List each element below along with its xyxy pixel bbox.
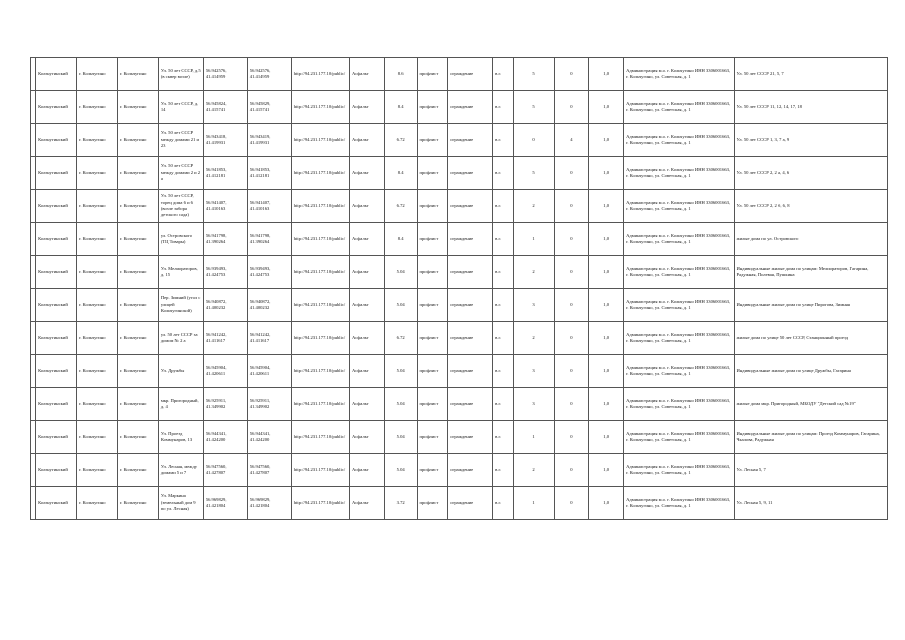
address-cell: Ул. 50 лет СССР между домами 21 и 23 <box>158 124 203 157</box>
containers-count-cell: 0 <box>513 124 554 157</box>
surface-cell: Асфальт <box>350 124 385 157</box>
containers-count-cell: 1 <box>513 487 554 520</box>
operator-cell: Администрация м.о. г. Кольчугино ИНН 3306001663, г. Кольчугино, ул. Советская, д. 1 <box>624 355 734 388</box>
table-row <box>31 58 888 91</box>
address-cell: мкр. Пригородный, д. 4 <box>158 388 203 421</box>
surface-cell: Асфальт <box>350 256 385 289</box>
latitude-cell: 56.939493, 41.424753 <box>203 256 247 289</box>
surface-cell: Асфальт <box>350 91 385 124</box>
served-objects-cell: Ул. Лесная 5, 9, 11 <box>734 487 888 520</box>
area-cell: 8.4 <box>384 91 417 124</box>
area-cell: 8.4 <box>384 223 417 256</box>
bunkers-count-cell: 0 <box>554 355 589 388</box>
district-cell: Кольчугинский <box>36 289 77 322</box>
locality-cell: г. Кольчугино <box>117 322 158 355</box>
surface-cell: Асфальт <box>350 223 385 256</box>
latitude-cell: 56.941407, 41.410163 <box>203 190 247 223</box>
containers-count-cell: 1 <box>513 223 554 256</box>
operator-cell: Администрация м.о. г. Кольчугино ИНН 3306001663, г. Кольчугино, ул. Советская, д. 1 <box>624 487 734 520</box>
latitude-cell: 56.925911, 41.349902 <box>203 388 247 421</box>
table-row <box>31 157 888 190</box>
volume-cell: 1,0 <box>589 487 624 520</box>
operator-cell: Администрация м.о. г. Кольчугино ИНН 3306001663, г. Кольчугино, ул. Советская, д. 1 <box>624 91 734 124</box>
fence-type-cell: ограждение <box>448 322 493 355</box>
district-cell: Кольчугинский <box>36 454 77 487</box>
fence-type-cell: ограждение <box>448 388 493 421</box>
area-cell: 8.4 <box>384 157 417 190</box>
volume-cell: 1,0 <box>589 388 624 421</box>
surface-cell: Асфальт <box>350 157 385 190</box>
table-row <box>31 322 888 355</box>
bunkers-count-cell: 0 <box>554 256 589 289</box>
operator-cell: Администрация м.о. г. Кольчугино ИНН 3306001663, г. Кольчугино, ул. Советская, д. 1 <box>624 454 734 487</box>
fence-type-cell: ограждение <box>448 124 493 157</box>
locality-cell: г. Кольчугино <box>117 289 158 322</box>
table-row <box>31 487 888 520</box>
containers-count-cell: 2 <box>513 256 554 289</box>
volume-cell: 1,0 <box>589 91 624 124</box>
operator-cell: Администрация м.о. г. Кольчугино ИНН 3306001663, г. Кольчугино, ул. Советская, д. 1 <box>624 388 734 421</box>
fence-cell: профлист <box>417 223 448 256</box>
settlement-cell: г. Кольчугино <box>77 157 118 190</box>
table-row <box>31 289 888 322</box>
fence-type-cell: ограждение <box>448 91 493 124</box>
district-cell: Кольчугинский <box>36 91 77 124</box>
owner-type-cell: в.г. <box>493 487 513 520</box>
owner-type-cell: в.г. <box>493 157 513 190</box>
owner-type-cell: в.г. <box>493 289 513 322</box>
fence-cell: профлист <box>417 388 448 421</box>
latitude-cell: 56.943418, 41.419931 <box>203 124 247 157</box>
owner-type-cell: в.г. <box>493 58 513 91</box>
surface-cell: Асфальт <box>350 190 385 223</box>
bunkers-count-cell: 0 <box>554 454 589 487</box>
fence-type-cell: ограждение <box>448 355 493 388</box>
area-cell: 6.72 <box>384 322 417 355</box>
bunkers-count-cell: 0 <box>554 322 589 355</box>
containers-count-cell: 2 <box>513 190 554 223</box>
longitude-cell: 56.940872, 41.400232 <box>247 289 291 322</box>
table-row <box>31 421 888 454</box>
settlement-cell: г. Кольчугино <box>77 388 118 421</box>
operator-cell: Администрация м.о. г. Кольчугино ИНН 3306001663, г. Кольчугино, ул. Советская, д. 1 <box>624 289 734 322</box>
locality-cell: г. Кольчугино <box>117 58 158 91</box>
bunkers-count-cell: 0 <box>554 223 589 256</box>
fence-type-cell: ограждение <box>448 256 493 289</box>
settlement-cell: г. Кольчугино <box>77 58 118 91</box>
fence-type-cell: ограждение <box>448 223 493 256</box>
operator-cell: Администрация м.о. г. Кольчугино ИНН 3306001663, г. Кольчугино, ул. Советская, д. 1 <box>624 223 734 256</box>
fence-cell: профлист <box>417 322 448 355</box>
district-cell: Кольчугинский <box>36 157 77 190</box>
fence-cell: профлист <box>417 124 448 157</box>
locality-cell: г. Кольчугино <box>117 223 158 256</box>
address-cell: Ул. 50 лет СССР, д.5 (в сквер возле) <box>158 58 203 91</box>
fence-cell: профлист <box>417 190 448 223</box>
locality-cell: г. Кольчугино <box>117 91 158 124</box>
bunkers-count-cell: 0 <box>554 157 589 190</box>
table-row <box>31 454 888 487</box>
surface-cell: Асфальт <box>350 421 385 454</box>
fence-type-cell: ограждение <box>448 58 493 91</box>
camera-link-cell: http://94.231.177.10/public/ <box>291 256 349 289</box>
latitude-cell: 56.947560, 41.427807 <box>203 454 247 487</box>
area-cell: 6.72 <box>384 124 417 157</box>
bunkers-count-cell: 0 <box>554 388 589 421</box>
area-cell: 5.04 <box>384 355 417 388</box>
longitude-cell: 56.943419, 41.419931 <box>247 124 291 157</box>
address-cell: Ул. Мелиораторов, д. 15 <box>158 256 203 289</box>
surface-cell: Асфальт <box>350 289 385 322</box>
served-objects-cell: Индивидуальные жилые дома по улицам: Мелиораторов, Гагарина, Радужная, Полевая, Пушкина <box>734 256 888 289</box>
containers-count-cell: 3 <box>513 388 554 421</box>
longitude-cell: 56.945904, 41.420611 <box>247 355 291 388</box>
containers-count-cell: 2 <box>513 322 554 355</box>
latitude-cell: 56.944341, 41.424200 <box>203 421 247 454</box>
camera-link-cell: http://94.231.177.10/public/ <box>291 223 349 256</box>
address-cell: Ул. Маркина (земельный дом 9 по ул. Лесная) <box>158 487 203 520</box>
surface-cell: Асфальт <box>350 388 385 421</box>
surface-cell: Асфальт <box>350 487 385 520</box>
latitude-cell: 56.969829, 41.421804 <box>203 487 247 520</box>
owner-type-cell: в.г. <box>493 454 513 487</box>
address-cell: ул. Островского (ТЦ Товары) <box>158 223 203 256</box>
volume-cell: 1,0 <box>589 190 624 223</box>
table-row <box>31 190 888 223</box>
address-cell: ул. 50 лет СССР за домом № 2 а <box>158 322 203 355</box>
containers-count-cell: 2 <box>513 454 554 487</box>
table-row <box>31 256 888 289</box>
fence-cell: профлист <box>417 91 448 124</box>
served-objects-cell: Индивидуальные жилые дома по улице Дружбы, Гагарина <box>734 355 888 388</box>
longitude-cell: 56.942576, 41.414959 <box>247 58 291 91</box>
area-cell: 5.04 <box>384 421 417 454</box>
bunkers-count-cell: 0 <box>554 289 589 322</box>
locality-cell: г. Кольчугино <box>117 454 158 487</box>
longitude-cell: 56.941798, 41.390264 <box>247 223 291 256</box>
fence-cell: профлист <box>417 289 448 322</box>
latitude-cell: 56.941853, 41.412181 <box>203 157 247 190</box>
fence-cell: профлист <box>417 355 448 388</box>
bunkers-count-cell: 0 <box>554 91 589 124</box>
served-objects-cell: Ул. 50 лет СССР 1, 3, 7 а, 9 <box>734 124 888 157</box>
owner-type-cell: в.г. <box>493 388 513 421</box>
district-cell: Кольчугинский <box>36 487 77 520</box>
fence-cell: профлист <box>417 487 448 520</box>
served-objects-cell: Индивидуальные жилые дома по улице Пирогова, Зимняя <box>734 289 888 322</box>
fence-type-cell: ограждение <box>448 487 493 520</box>
table-row <box>31 124 888 157</box>
volume-cell: 1,0 <box>589 289 624 322</box>
operator-cell: Администрация м.о. г. Кольчугино ИНН 3306001663, г. Кольчугино, ул. Советская, д. 1 <box>624 190 734 223</box>
camera-link-cell: http://94.231.177.10/public/ <box>291 388 349 421</box>
latitude-cell: 56.942576, 41.414959 <box>203 58 247 91</box>
settlement-cell: г. Кольчугино <box>77 256 118 289</box>
latitude-cell: 56.941242, 41.411617 <box>203 322 247 355</box>
owner-type-cell: в.г. <box>493 256 513 289</box>
settlement-cell: г. Кольчугино <box>77 124 118 157</box>
containers-count-cell: 1 <box>513 421 554 454</box>
settlement-cell: г. Кольчугино <box>77 454 118 487</box>
containers-count-cell: 5 <box>513 157 554 190</box>
address-cell: Ул. 50 лет СССР, торец дома 6 и 6 (возле забора детского сада) <box>158 190 203 223</box>
area-cell: 5.04 <box>384 388 417 421</box>
surface-cell: Асфальт <box>350 355 385 388</box>
served-objects-cell: жилые дома по ул. Островского <box>734 223 888 256</box>
district-cell: Кольчугинский <box>36 124 77 157</box>
table-row <box>31 91 888 124</box>
locality-cell: г. Кольчугино <box>117 388 158 421</box>
fence-type-cell: ограждение <box>448 157 493 190</box>
settlement-cell: г. Кольчугино <box>77 289 118 322</box>
bunkers-count-cell: 0 <box>554 421 589 454</box>
served-objects-cell: Ул. 50 лет СССР 2, 2 б, 6, 8 <box>734 190 888 223</box>
camera-link-cell: http://94.231.177.10/public/ <box>291 322 349 355</box>
settlement-cell: г. Кольчугино <box>77 487 118 520</box>
fence-cell: профлист <box>417 58 448 91</box>
volume-cell: 1,0 <box>589 421 624 454</box>
locality-cell: г. Кольчугино <box>117 355 158 388</box>
bunkers-count-cell: 0 <box>554 487 589 520</box>
fence-cell: профлист <box>417 256 448 289</box>
served-objects-cell: Ул. 50 лет СССР 2, 2 а, 4, 6 <box>734 157 888 190</box>
operator-cell: Администрация м.о. г. Кольчугино ИНН 3306001663, г. Кольчугино, ул. Советская, д. 1 <box>624 421 734 454</box>
locality-cell: г. Кольчугино <box>117 487 158 520</box>
operator-cell: Администрация м.о. г. Кольчугино ИНН 3306001663, г. Кольчугино, ул. Советская, д. 1 <box>624 322 734 355</box>
containers-count-cell: 5 <box>513 58 554 91</box>
district-cell: Кольчугинский <box>36 58 77 91</box>
fence-cell: профлист <box>417 454 448 487</box>
locality-cell: г. Кольчугино <box>117 421 158 454</box>
address-cell: Ул. 50 лет СССР между домами 2 и 2 а <box>158 157 203 190</box>
district-cell: Кольчугинский <box>36 256 77 289</box>
locality-cell: г. Кольчугино <box>117 157 158 190</box>
bunkers-count-cell: 0 <box>554 58 589 91</box>
locality-cell: г. Кольчугино <box>117 190 158 223</box>
table-row <box>31 223 888 256</box>
latitude-cell: 56.945824, 41.415741 <box>203 91 247 124</box>
longitude-cell: 56.947560, 41.427807 <box>247 454 291 487</box>
district-cell: Кольчугинский <box>36 223 77 256</box>
operator-cell: Администрация м.о. г. Кольчугино ИНН 3306001663, г. Кольчугино, ул. Советская, д. 1 <box>624 256 734 289</box>
longitude-cell: 56.944341, 41.424200 <box>247 421 291 454</box>
fence-type-cell: ограждение <box>448 289 493 322</box>
volume-cell: 1,0 <box>589 322 624 355</box>
served-objects-cell: Индивидуальные жилые дома по улицам: Проезд Коммунаров, Гагарина, Чкалова, Радужная <box>734 421 888 454</box>
camera-link-cell: http://94.231.177.10/public/ <box>291 91 349 124</box>
served-objects-cell: Ул. 50 лет СССР 21, 5, 7 <box>734 58 888 91</box>
owner-type-cell: в.г. <box>493 421 513 454</box>
surface-cell: Асфальт <box>350 454 385 487</box>
settlement-cell: г. Кольчугино <box>77 355 118 388</box>
longitude-cell: 56.941242, 41.411617 <box>247 322 291 355</box>
fence-cell: профлист <box>417 157 448 190</box>
owner-type-cell: в.г. <box>493 91 513 124</box>
fence-type-cell: ограждение <box>448 454 493 487</box>
address-cell: Пер. Зимний (угол с улицей Кольчугинской) <box>158 289 203 322</box>
served-objects-cell: Ул. Лесная 5, 7 <box>734 454 888 487</box>
owner-type-cell: в.г. <box>493 322 513 355</box>
owner-type-cell: в.г. <box>493 124 513 157</box>
bunkers-count-cell: 4 <box>554 124 589 157</box>
volume-cell: 1,0 <box>589 157 624 190</box>
locality-cell: г. Кольчугино <box>117 256 158 289</box>
latitude-cell: 56.940872, 41.400232 <box>203 289 247 322</box>
table-row <box>31 388 888 421</box>
address-cell: Ул. 50 лет СССР, д. 14 <box>158 91 203 124</box>
containers-count-cell: 3 <box>513 355 554 388</box>
volume-cell: 1,0 <box>589 124 624 157</box>
area-cell: 5.04 <box>384 454 417 487</box>
owner-type-cell: в.г. <box>493 223 513 256</box>
area-cell: 5.04 <box>384 256 417 289</box>
locality-cell: г. Кольчугино <box>117 124 158 157</box>
settlement-cell: г. Кольчугино <box>77 190 118 223</box>
area-cell: 6.72 <box>384 190 417 223</box>
containers-count-cell: 3 <box>513 289 554 322</box>
longitude-cell: 56.925911, 41.349902 <box>247 388 291 421</box>
volume-cell: 1,0 <box>589 256 624 289</box>
district-cell: Кольчугинский <box>36 190 77 223</box>
camera-link-cell: http://94.231.177.10/public/ <box>291 157 349 190</box>
owner-type-cell: в.г. <box>493 190 513 223</box>
camera-link-cell: http://94.231.177.10/public/ <box>291 421 349 454</box>
address-cell: Ул. Проезд Коммунаров, 13 <box>158 421 203 454</box>
area-cell: 5.04 <box>384 289 417 322</box>
bunkers-count-cell: 0 <box>554 190 589 223</box>
operator-cell: Администрация м.о. г. Кольчугино ИНН 3306001663, г. Кольчугино, ул. Советская, д. 1 <box>624 124 734 157</box>
camera-link-cell: http://94.231.177.10/public/ <box>291 58 349 91</box>
settlement-cell: г. Кольчугино <box>77 421 118 454</box>
table-row <box>31 355 888 388</box>
surface-cell: Асфальт <box>350 58 385 91</box>
longitude-cell: 56.941853, 41.412181 <box>247 157 291 190</box>
containers-count-cell: 5 <box>513 91 554 124</box>
camera-link-cell: http://94.231.177.10/public/ <box>291 454 349 487</box>
district-cell: Кольчугинский <box>36 355 77 388</box>
latitude-cell: 56.945904, 41.420611 <box>203 355 247 388</box>
data-table <box>30 57 888 520</box>
camera-link-cell: http://94.231.177.10/public/ <box>291 487 349 520</box>
volume-cell: 1,0 <box>589 454 624 487</box>
longitude-cell: 56.945829, 41.415741 <box>247 91 291 124</box>
operator-cell: Администрация м.о. г. Кольчугино ИНН 3306001663, г. Кольчугино, ул. Советская, д. 1 <box>624 157 734 190</box>
latitude-cell: 56.941798, 41.390264 <box>203 223 247 256</box>
fence-type-cell: ограждение <box>448 421 493 454</box>
address-cell: Ул. Дружбы <box>158 355 203 388</box>
district-cell: Кольчугинский <box>36 421 77 454</box>
camera-link-cell: http://94.231.177.10/public/ <box>291 289 349 322</box>
served-objects-cell: жилые дома мкр. Пригородный, МБОДУ "Детский сад №19" <box>734 388 888 421</box>
served-objects-cell: Ул. 50 лет СССР 11, 12, 14, 17, 18 <box>734 91 888 124</box>
surface-cell: Асфальт <box>350 322 385 355</box>
area-cell: 3.72 <box>384 487 417 520</box>
fence-type-cell: ограждение <box>448 190 493 223</box>
district-cell: Кольчугинский <box>36 322 77 355</box>
camera-link-cell: http://94.231.177.10/public/ <box>291 124 349 157</box>
longitude-cell: 56.939493, 41.424753 <box>247 256 291 289</box>
longitude-cell: 56.969829, 41.421804 <box>247 487 291 520</box>
volume-cell: 1,0 <box>589 223 624 256</box>
camera-link-cell: http://94.231.177.10/public/ <box>291 355 349 388</box>
served-objects-cell: жилые дома по улице 50 лет СССР, Станционный проезд <box>734 322 888 355</box>
area-cell: 8.6 <box>384 58 417 91</box>
volume-cell: 1,0 <box>589 58 624 91</box>
volume-cell: 1,0 <box>589 355 624 388</box>
district-cell: Кольчугинский <box>36 388 77 421</box>
fence-cell: профлист <box>417 421 448 454</box>
settlement-cell: г. Кольчугино <box>77 223 118 256</box>
settlement-cell: г. Кольчугино <box>77 322 118 355</box>
operator-cell: Администрация м.о. г. Кольчугино ИНН 3306001663, г. Кольчугино, ул. Советская, д. 1 <box>624 58 734 91</box>
longitude-cell: 56.941407, 41.410163 <box>247 190 291 223</box>
address-cell: Ул. Лесная, между домами 5 и 7 <box>158 454 203 487</box>
settlement-cell: г. Кольчугино <box>77 91 118 124</box>
camera-link-cell: http://94.231.177.10/public/ <box>291 190 349 223</box>
owner-type-cell: в.г. <box>493 355 513 388</box>
